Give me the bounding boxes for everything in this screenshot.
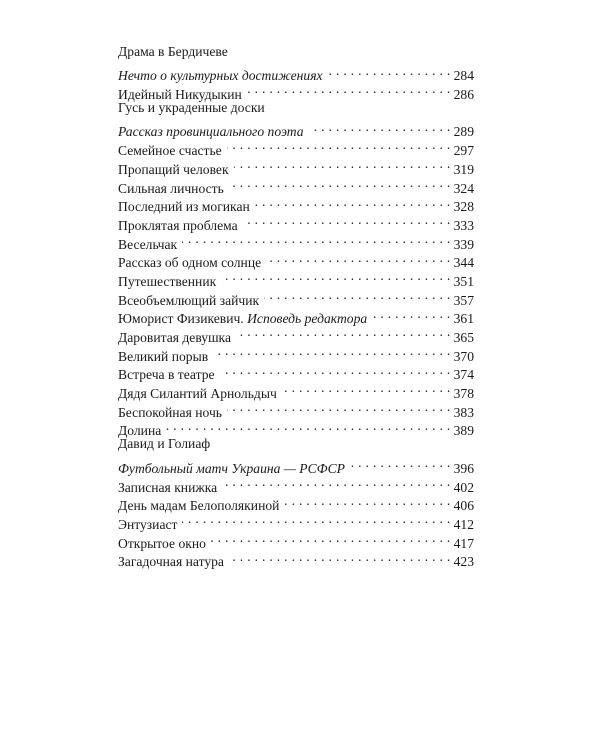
dot-leader [227, 136, 451, 155]
toc-entry [118, 454, 474, 476]
toc-entry-page: 339 [453, 236, 474, 252]
toc-entry-title: Проклятая проблема [118, 217, 238, 233]
toc-entry-title: Дядя Силантий Арнольдыч [118, 386, 277, 402]
toc-entry-page: 351 [453, 273, 474, 289]
toc-entry-page: 357 [453, 292, 474, 308]
toc-entry-title-regular-part: Юморист Физикевич. [118, 311, 244, 327]
toc-entry [118, 43, 474, 62]
toc-entry-page: 417 [453, 535, 474, 551]
toc-entry [118, 118, 474, 140]
toc-entry-title: Даровитая девушка [118, 330, 231, 345]
toc-entry-title: Идейный Никудыкин [118, 87, 242, 103]
toc-entry-title: Пропащий человек [118, 161, 229, 177]
dot-leader [234, 155, 451, 174]
dot-leader [229, 174, 451, 193]
dot-leader [255, 193, 451, 212]
toc-entry-page: 286 [453, 87, 474, 103]
dot-leader [227, 398, 451, 417]
toc-entry-page: 383 [453, 404, 474, 420]
toc-entry-page: 378 [453, 386, 474, 402]
dot-leader [328, 62, 451, 81]
toc-entry [118, 417, 474, 439]
toc-entry-italic-title: Исповедь редактора [247, 311, 368, 327]
dot-leader [350, 454, 451, 473]
toc-entry-title: Великий порыв [118, 348, 209, 364]
toc-entry [118, 62, 474, 84]
toc-entry-page: 333 [453, 217, 474, 233]
dot-leader [282, 379, 451, 398]
toc-entry-title: Встреча в театре [118, 367, 215, 383]
toc-entry-title: Весельчак [118, 236, 178, 252]
toc-entry-title: Открытое окно [118, 535, 206, 551]
toc-entry [118, 99, 474, 118]
toc-entry-italic-title: Нечто о культурных достижениях [118, 68, 323, 84]
toc-entry-page: 284 [453, 68, 474, 84]
toc-entry-page: 406 [453, 498, 474, 514]
toc-entry-page: 389 [453, 423, 474, 439]
toc-entry [118, 435, 474, 454]
toc-entry-page: 328 [453, 199, 474, 215]
toc-entry-title: Путешественник [118, 273, 217, 289]
toc-entry-title: Семейное счастье [118, 143, 222, 159]
dot-leader [220, 361, 451, 380]
toc-entry-title: Всеобъемлющий зайчик [118, 292, 260, 308]
toc-entry-page: 324 [453, 180, 474, 196]
toc-entry-page: 344 [453, 255, 474, 271]
toc-entry-italic-title: Рассказ провинциального поэта [118, 124, 304, 140]
dot-leader [243, 211, 451, 230]
toc-entry-title: Беспокойная ночь [118, 404, 222, 420]
dot-leader [236, 323, 451, 342]
toc-entry-page: 402 [453, 479, 474, 495]
toc-entry-page: 319 [453, 161, 474, 177]
toc-entry-title: Давид и Голиаф [118, 436, 211, 452]
table-of-contents [118, 43, 474, 570]
toc-entry-italic-title: Футбольный матч Украина — РСФСР [118, 460, 345, 476]
dot-leader [247, 80, 451, 99]
toc-entry-page: 423 [453, 554, 474, 570]
dot-leader [284, 492, 450, 511]
toc-entry-title: Последний из могикан [118, 199, 250, 215]
toc-entry-title: День мадам Белополякиной [118, 498, 280, 514]
toc-entry-title: Гусь и украденные доски [118, 100, 265, 116]
dot-leader [166, 417, 450, 436]
toc-entry-page: 289 [453, 124, 474, 140]
dot-leader [229, 548, 451, 567]
dot-leader [264, 286, 451, 305]
toc-entry-page: 365 [453, 330, 474, 345]
toc-entry-page: 361 [453, 311, 474, 327]
toc-entry-title: Сильная личность [118, 180, 224, 196]
dot-leader [221, 267, 450, 286]
dot-leader [182, 230, 451, 249]
dot-leader [309, 118, 451, 137]
toc-entry-page: 412 [453, 516, 474, 532]
toc-entry-title: Рассказ об одном солнце [118, 255, 262, 271]
toc-entry-page: 374 [453, 367, 474, 383]
toc-entry-title: Энтузиаст [118, 516, 178, 532]
dot-leader [266, 249, 450, 268]
toc-entry-page: 297 [453, 143, 474, 159]
toc-entry-page: 396 [453, 460, 474, 476]
toc-entry-title: Драма в Бердичеве [118, 44, 228, 59]
dot-leader [222, 473, 450, 492]
dot-leader [213, 342, 450, 361]
toc-entry-page: 370 [453, 348, 474, 364]
dot-leader [372, 305, 450, 324]
dot-leader [182, 510, 450, 529]
toc-entry-title: Долина [118, 423, 162, 439]
toc-entry-title: Записная книжка [118, 479, 218, 495]
dot-leader [211, 529, 451, 548]
toc-entry-title: Загадочная натура [118, 554, 224, 570]
